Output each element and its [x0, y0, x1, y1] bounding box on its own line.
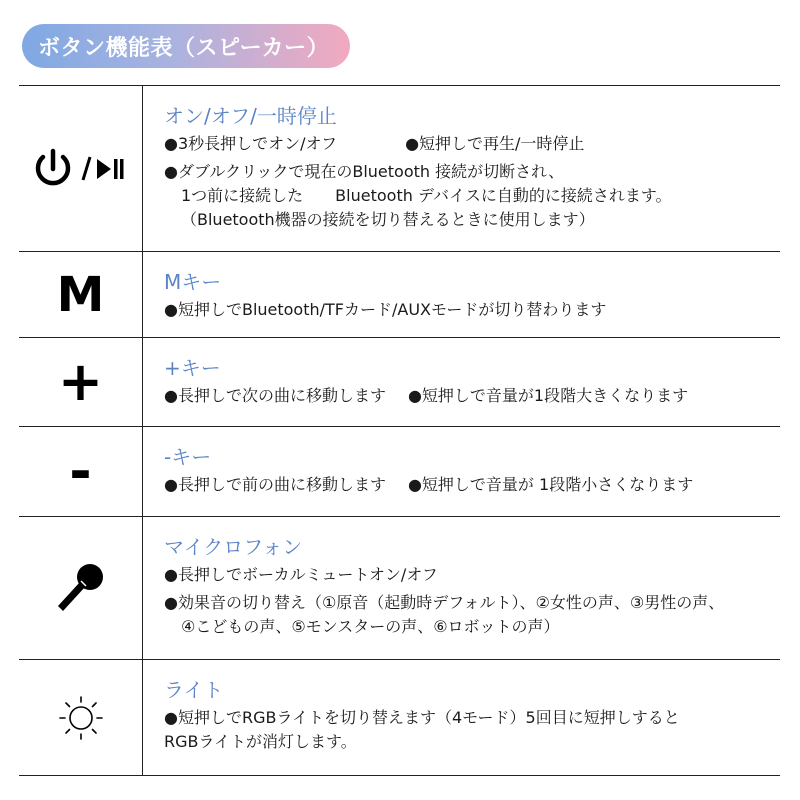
bullet-pair [164, 132, 780, 156]
bullet-pair [164, 473, 780, 497]
text-cell [143, 338, 780, 426]
bullet-pair [164, 384, 780, 408]
icon-cell [19, 86, 143, 251]
bullet-line: （Bluetooth機器の接続を切り替えるときに使用します） [181, 210, 595, 229]
table-row-microphone [19, 517, 780, 660]
icon-cell [19, 252, 143, 337]
text-cell [143, 427, 780, 516]
table-row-light [19, 660, 780, 776]
bullet-line: ④こどもの声、⑤モンスターの声、⑥ロボットの声） [181, 617, 560, 636]
minus-key-icon: - [69, 439, 92, 503]
bullet-line: ●短押しでBluetooth/TFカード/AUXモードが切り替わります [164, 300, 607, 319]
table-row-plus-key [19, 338, 780, 427]
bullet-line: ●短押しで再生/一時停止 [405, 134, 585, 153]
plus-key-icon: + [57, 350, 104, 413]
text-cell [143, 86, 780, 251]
bullet-line: ●ダブルクリックで現在のBluetooth 接続が切断され、 [164, 162, 565, 181]
icon-cell [19, 338, 143, 426]
microphone-icon [53, 560, 109, 616]
button-function-table [19, 85, 780, 776]
bullet-line: ●3秒長押しでオン/オフ [164, 134, 338, 153]
bullet-line: ●短押しで音量が 1段階小さくなります [407, 475, 694, 494]
icon-cell [19, 427, 143, 516]
row-title: -キー [164, 445, 212, 469]
section-header [22, 24, 350, 68]
bullet-line: 1つ前に接続した Bluetooth デバイスに自動的に接続されます。 [181, 186, 672, 205]
row-title: マイクロフォン [164, 535, 303, 559]
bullet-line: ●長押しでボーカルミュートオン/オフ [164, 565, 438, 584]
power-play-pause-icon [33, 147, 129, 191]
text-cell [143, 660, 780, 775]
text-cell [143, 517, 780, 659]
table-row-m-key [19, 252, 780, 338]
table-row-power [19, 86, 780, 252]
bullet-line: ●長押しで次の曲に移動します [164, 386, 386, 405]
row-title: Mキー [164, 270, 222, 294]
bullet-line: ●短押しで音量が1段階大きくなります [407, 386, 689, 405]
row-title: オン/オフ/一時停止 [164, 104, 337, 128]
light-sun-icon [58, 695, 104, 741]
section-title: ボタン機能表（スピーカー） [38, 35, 330, 61]
icon-cell [19, 517, 143, 659]
table-row-minus-key [19, 427, 780, 517]
bullet-line: ●効果音の切り替え（①原音（起動時デフォルト）、②女性の声、③男性の声、 [164, 593, 725, 612]
bullet-line: RGBライトが消灯します。 [164, 732, 357, 751]
row-title: +キー [164, 356, 221, 380]
bullet-line: ●長押しで前の曲に移動します [164, 475, 386, 494]
text-cell [143, 252, 780, 337]
row-title: ライト [164, 678, 224, 702]
icon-cell [19, 660, 143, 775]
bullet-line: ●短押しでRGBライトを切り替えます（4モード）5回目に短押しすると [164, 708, 680, 727]
m-key-icon: M [56, 266, 105, 323]
